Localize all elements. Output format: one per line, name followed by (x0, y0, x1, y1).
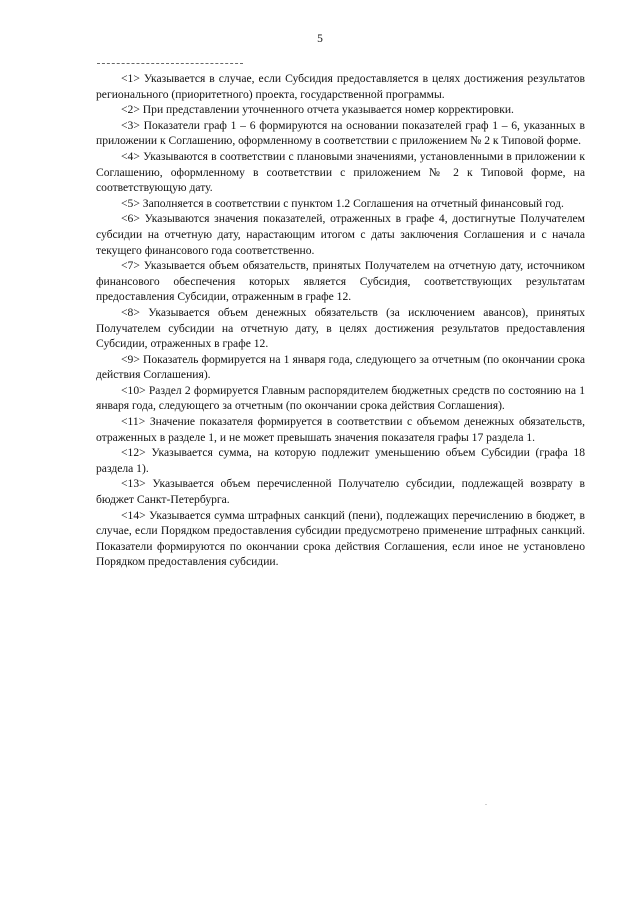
footnote-separator (97, 63, 243, 64)
footnote-4: <4> Указываются в соответствии с плановыми значениями, установленными в приложении к Соглашению, оформленному в соответствии с приложением № 2 к Типовой форме, на соответствующую дату. (96, 149, 585, 195)
footnotes-list (96, 71, 585, 570)
scan-speck (485, 804, 487, 805)
footnote-5: <5> Заполняется в соответствии с пунктом 1.2 Соглашения на отчетный финансовый год. (121, 196, 564, 210)
footnote-14: <14> Указывается сумма штрафных санкций (пени), подлежащих перечислению в бюджет, в случае, если Порядком предоставления субсидии предусмотрено применение штрафных санкций. Показатели формируются по окончании срока действия Соглашения, если иное не установлено Порядком предоставления субсидии. (96, 508, 585, 569)
footnote-2: <2> При представлении уточненного отчета указывается номер корректировки. (121, 103, 514, 117)
footnote-13: <13> Указывается объем перечисленной Получателю субсидии, подлежащей возврату в бюджет Санкт-Петербурга. (96, 477, 585, 507)
footnote-9: <9> Показатель формируется на 1 января года, следующего за отчетным (по окончании срока действия Соглашения). (96, 352, 585, 382)
footnote-3: <3> Показатели граф 1 – 6 формируются на основании показателей граф 1 – 6, указанных в приложении к Соглашению, оформленному в соответствии с приложением № 2 к Типовой форме. (96, 118, 585, 148)
page-number: 5 (317, 33, 323, 45)
footnote-6: <6> Указываются значения показателей, отраженных в графе 4, достигнутые Получателем субсидии на отчетную дату, нарастающим итогом с даты заключения Соглашения и с начала текущего финансового года соответственно. (96, 212, 585, 257)
footnote-10: <10> Раздел 2 формируется Главным распорядителем бюджетных средств по состоянию на 1 января года, следующего за отчетным (по окончании срока действия Соглашения). (96, 383, 585, 413)
footnote-1: <1> Указывается в случае, если Субсидия предоставляется в целях достижения результатов регионального (приоритетного) проекта, государственной программы. (96, 72, 585, 101)
footnote-11: <11> Значение показателя формируется в соответствии с объемом денежных обязательств, отраженных в разделе 1, и не может превышать значения показателя графы 17 раздела 1. (96, 415, 585, 444)
footnote-8: <8> Указывается объем денежных обязательств (за исключением авансов), принятых Получателем субсидии на отчетную дату, в целях достижения результатов предоставления Субсидии, отраженных в графе 12. (96, 305, 585, 351)
footnote-7: <7> Указывается объем обязательств, принятых Получателем на отчетную дату, источником финансового обеспечения которых является Субсидия, соответствующих результатам предоставления Субсидии, отраженным в графе 12. (96, 259, 585, 304)
footnote-12: <12> Указывается сумма, на которую подлежит уменьшению объем Субсидии (графа 18 раздела 1). (96, 446, 585, 475)
